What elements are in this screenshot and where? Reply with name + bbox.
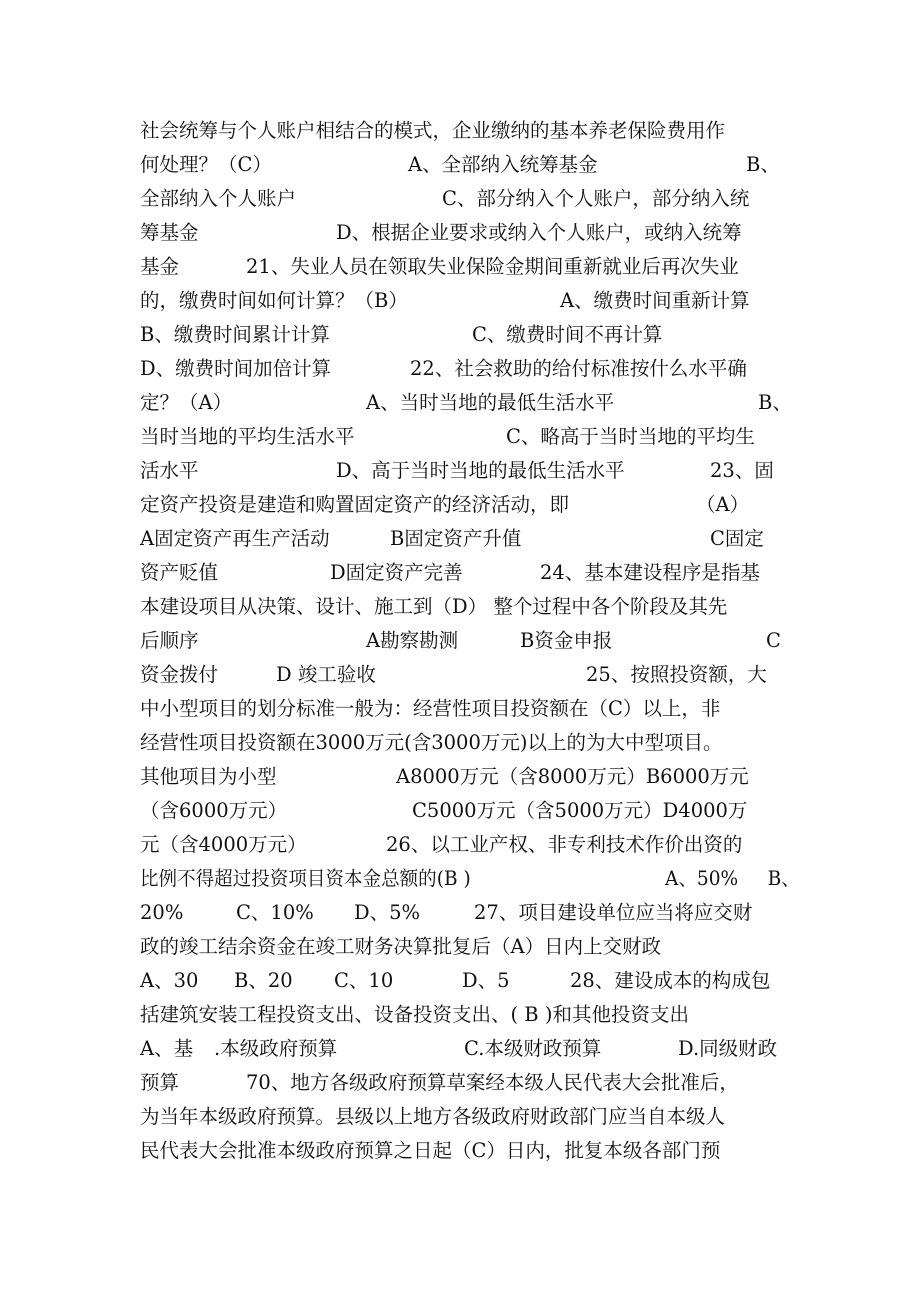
text-line [140, 522, 800, 556]
text-seg: C固定 [710, 527, 764, 550]
text-seg: A、基 [140, 1037, 194, 1060]
text-seg: 当时当地的平均生活水平 [140, 425, 355, 448]
text-seg: 比例不得超过投资项目资本金总额的(B ) [140, 867, 471, 890]
text-line [140, 284, 800, 318]
text-seg: C、略高于当时当地的平均生 [506, 425, 755, 448]
text-seg: C、部分纳入个人账户，部分纳入统 [442, 187, 750, 210]
text-line [140, 386, 800, 420]
text-line [140, 930, 800, 964]
text-seg: B、20 [234, 969, 293, 992]
text-seg: 定资产投资是建造和购置固定资产的经济活动，即 [140, 493, 570, 516]
text-seg: B、缴费时间累计计算 [140, 323, 330, 346]
text-seg: A勘察勘测 [366, 629, 459, 652]
text-line [140, 896, 800, 930]
text-seg: 预算 [140, 1071, 180, 1094]
text-seg: A、50% [664, 867, 739, 890]
text-seg: 70、地方各级政府预算草案经本级人民代表大会批准后， [246, 1071, 739, 1094]
text-seg: D、5 [462, 969, 510, 992]
text-seg: 社会统筹与个人账户相结合的模式，企业缴纳的基本养老保险费用作 [140, 119, 726, 142]
text-seg: B、 [767, 867, 800, 890]
text-seg: D 竣工验收 [276, 663, 376, 686]
text-seg: 基金 [140, 255, 180, 278]
text-seg: 的，缴费时间如何计算？（B） [140, 289, 408, 312]
text-seg: 22、社会救助的给付标准按什么水平确 [410, 357, 747, 380]
text-seg: B、 [758, 391, 792, 414]
text-seg: 其他项目为小型 [140, 765, 277, 788]
text-seg: A8000万元（含8000万元）B6000万元 [396, 765, 749, 788]
text-seg: 为当年本级政府预算。县级以上地方各级政府财政部门应当自本级人 [140, 1105, 726, 1128]
text-seg: D、高于当时当地的最低生活水平 [336, 459, 625, 482]
text-seg: 23、固 [710, 459, 774, 482]
text-seg: 民代表大会批准本级政府预算之日起（C）日内，批复本级各部门预 [140, 1139, 721, 1162]
text-line [140, 658, 800, 692]
text-seg: B固定资产升值 [390, 527, 522, 550]
text-seg: D固定资产完善 [330, 561, 463, 584]
text-line [140, 828, 800, 862]
text-line [140, 760, 800, 794]
text-line [140, 148, 800, 182]
text-line [140, 114, 800, 148]
text-seg: 资产贬值 [140, 561, 219, 584]
text-seg: C、缴费时间不再计算 [472, 323, 663, 346]
text-seg: D、5% [354, 901, 421, 924]
text-seg: （A） [696, 493, 750, 516]
text-seg: 括建筑安装工程投资支出、设备投资支出、( B )和其他投资支出 [140, 1003, 689, 1026]
text-line [140, 624, 800, 658]
text-line [140, 318, 800, 352]
text-seg: .本级政府预算 [214, 1037, 338, 1060]
text-seg: 筹基金 [140, 221, 199, 244]
document-body [140, 114, 800, 1168]
text-seg: C、10 [334, 969, 394, 992]
text-line [140, 1032, 800, 1066]
text-seg: A、当时当地的最低生活水平 [366, 391, 615, 414]
text-seg: 27、项目建设单位应当将应交财 [474, 901, 753, 924]
text-line [140, 964, 800, 998]
text-seg: B、 [746, 153, 780, 176]
text-seg: C.本级财政预算 [464, 1037, 602, 1060]
text-seg: 中小型项目的划分标准一般为：经营性项目投资额在（C）以上，非 [140, 697, 721, 720]
text-line [140, 216, 800, 250]
text-seg: A、缴费时间重新计算 [560, 289, 750, 312]
text-seg: B资金申报 [520, 629, 613, 652]
text-line [140, 794, 800, 828]
text-line [140, 1066, 800, 1100]
text-line [140, 182, 800, 216]
text-line [140, 1134, 800, 1168]
text-line [140, 726, 800, 760]
text-seg: 后顺序 [140, 629, 199, 652]
text-seg: 经营性项目投资额在3000万元(含3000万元)以上的为大中型项目。 [140, 731, 723, 754]
text-seg: C5000万元（含5000万元）D4000万 [412, 799, 748, 822]
text-seg: 21、失业人员在领取失业保险金期间重新就业后再次失业 [246, 255, 739, 278]
text-line [140, 488, 800, 522]
text-seg: A固定资产再生产活动 [140, 527, 330, 550]
text-seg: D、根据企业要求或纳入个人账户，或纳入统筹 [336, 221, 742, 244]
text-line [140, 862, 800, 896]
text-line [140, 352, 800, 386]
text-seg: 25、按照投资额，大 [586, 663, 767, 686]
text-seg: 本建设项目从决策、设计、施工到（D） 整个过程中各个阶段及其先 [140, 595, 728, 618]
text-seg: 定？（A） [140, 391, 233, 414]
text-seg: 活水平 [140, 459, 199, 482]
text-seg: 元（含4000万元） [140, 833, 307, 856]
text-line [140, 1100, 800, 1134]
text-seg: C [766, 629, 781, 652]
text-seg: C、10% [236, 901, 314, 924]
text-seg: 政的竣工结余资金在竣工财务决算批复后（A）日内上交财政 [140, 935, 662, 958]
text-seg: 28、建设成本的构成包 [570, 969, 771, 992]
text-seg: 资金拨付 [140, 663, 219, 686]
text-line [140, 692, 800, 726]
text-seg: （含6000万元） [140, 799, 288, 822]
text-seg: D.同级财政 [678, 1037, 778, 1060]
text-seg: 何处理？（C） [140, 153, 272, 176]
text-line [140, 250, 800, 284]
text-line [140, 556, 800, 590]
text-line [140, 454, 800, 488]
text-seg: D、缴费时间加倍计算 [140, 357, 332, 380]
text-line [140, 590, 800, 624]
text-line [140, 420, 800, 454]
text-seg: A、30 [140, 969, 199, 992]
text-seg: A、全部纳入统筹基金 [408, 153, 598, 176]
text-seg: 全部纳入个人账户 [140, 187, 297, 210]
text-seg: 24、基本建设程序是指基 [540, 561, 760, 584]
text-seg: 26、以工业产权、非专利技术作价出资的 [386, 833, 743, 856]
text-line [140, 998, 800, 1032]
text-seg: 20% [140, 901, 184, 924]
